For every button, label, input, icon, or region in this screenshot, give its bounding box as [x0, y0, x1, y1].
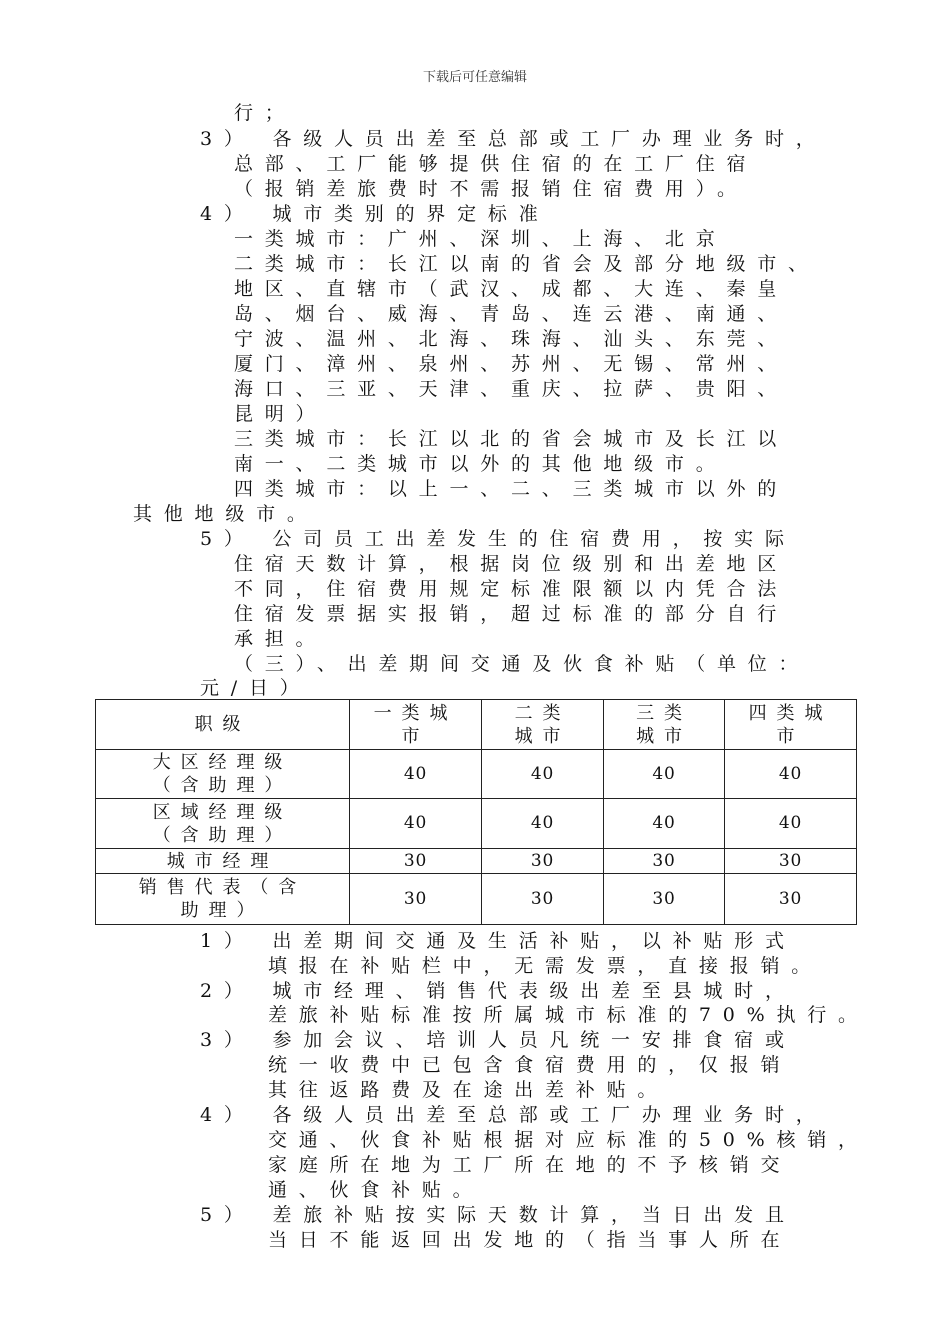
text-line: 海口、三亚、天津、重庆、拉萨、贵阳、: [234, 378, 789, 400]
text-line: 元/日）: [200, 677, 311, 699]
table-cell: 30: [725, 874, 857, 925]
table-cell: 40: [604, 750, 725, 799]
header-cell-tier3: 三类 城市: [604, 700, 725, 750]
text-line: 通、伙食补贴。: [268, 1179, 484, 1201]
text-line: 家庭所在地为工厂所在地的不予核销交: [268, 1154, 792, 1176]
text-line: 其往返路费及在途出差补贴。: [268, 1079, 669, 1101]
table-row: [96, 799, 857, 849]
text-line: 4） 城市类别的界定标准: [200, 203, 550, 225]
text-line: 5） 差旅补贴按实际天数计算，当日出发且: [200, 1204, 796, 1226]
text-line: 厦门、漳州、泉州、苏州、无锡、常州、: [234, 353, 789, 375]
row-label: 销售代表（含 助理）: [96, 874, 350, 925]
text-line: 1） 出差期间交通及生活补贴，以补贴形式: [200, 930, 796, 952]
text-line: 交通、伙食补贴根据对应标准的50%核销，: [268, 1129, 869, 1151]
text-line: 3） 各级人员出差至总部或工厂办理业务时，: [200, 128, 827, 150]
text-line: 5） 公司员工出差发生的住宿费用，按实际: [200, 528, 796, 550]
table-cell: 40: [604, 799, 725, 849]
text-line: 住宿发票据实报销，超过标准的部分自行: [234, 603, 789, 625]
text-line: 不同，住宿费用规定标准限额以内凭合法: [234, 578, 789, 600]
text-line: 三类城市：长江以北的省会城市及长江以: [234, 428, 789, 450]
text-line: 承担。: [234, 628, 327, 650]
text-line: 总部、工厂能够提供住宿的在工厂住宿: [234, 153, 758, 175]
text-line: 2） 城市经理、销售代表级出差至县城时，: [200, 980, 796, 1002]
section-heading: （三）、出差期间交通及伙食补贴（单位：: [234, 653, 810, 675]
table-cell: 30: [482, 849, 604, 874]
text-line: 一类城市：广州、深圳、上海、北京: [234, 228, 727, 250]
text-line: 统一收费中已包含食宿费用的，仅报销: [268, 1054, 792, 1076]
table-cell: 40: [350, 799, 482, 849]
text-line: 住宿天数计算，根据岗位级别和出差地区: [234, 553, 789, 575]
header-cell-tier2: 二类 城市: [482, 700, 604, 750]
table-cell: 30: [350, 849, 482, 874]
table-cell: 30: [482, 874, 604, 925]
table-cell: 30: [350, 874, 482, 925]
text-line: 岛、烟台、威海、青岛、连云港、南通、: [234, 303, 789, 325]
row-label: 大区经理级 （含助理）: [96, 750, 350, 799]
table-row: [96, 849, 857, 874]
text-line: 昆明）: [234, 403, 327, 425]
row-label: 区域经理级 （含助理）: [96, 799, 350, 849]
text-line: 差旅补贴标准按所属城市标准的70%执行。: [268, 1004, 869, 1026]
table-cell: 40: [482, 799, 604, 849]
text-line: 二类城市：长江以南的省会及部分地级市、: [234, 253, 819, 275]
text-line: 四类城市：以上一、二、三类城市以外的: [234, 478, 789, 500]
text-line: 宁波、温州、北海、珠海、汕头、东莞、: [234, 328, 789, 350]
page-header-note: 下载后可任意编辑: [422, 70, 527, 85]
table-cell: 30: [604, 874, 725, 925]
header-cell-tier4: 四类城 市: [725, 700, 857, 750]
allowance-table: [95, 699, 857, 925]
text-line: 当日不能返回出发地的（指当事人所在: [268, 1229, 792, 1251]
table-cell: 40: [725, 750, 857, 799]
header-cell-level: 职级: [96, 700, 350, 750]
table-cell: 30: [604, 849, 725, 874]
header-cell-tier1: 一类城 市: [350, 700, 482, 750]
text-line: 其他地级市。: [133, 503, 318, 525]
text-line: 3） 参加会议、培训人员凡统一安排食宿或: [200, 1029, 796, 1051]
row-label: 城市经理: [96, 849, 350, 874]
table-cell: 40: [350, 750, 482, 799]
text-line: 地区、直辖市（武汉、成都、大连、秦皇: [234, 278, 789, 300]
text-line: 4） 各级人员出差至总部或工厂办理业务时，: [200, 1104, 827, 1126]
table-row: [96, 874, 857, 925]
text-line: 南一、二类城市以外的其他地级市。: [234, 453, 727, 475]
table-cell: 40: [482, 750, 604, 799]
table-cell: 40: [725, 799, 857, 849]
table-row: [96, 750, 857, 799]
text-line: 行；: [234, 102, 296, 124]
text-line: 填报在补贴栏中，无需发票，直接报销。: [268, 955, 823, 977]
table-header-row: [96, 700, 857, 750]
table-cell: 30: [725, 849, 857, 874]
text-line: （报销差旅费时不需报销住宿费用）。: [234, 178, 748, 200]
